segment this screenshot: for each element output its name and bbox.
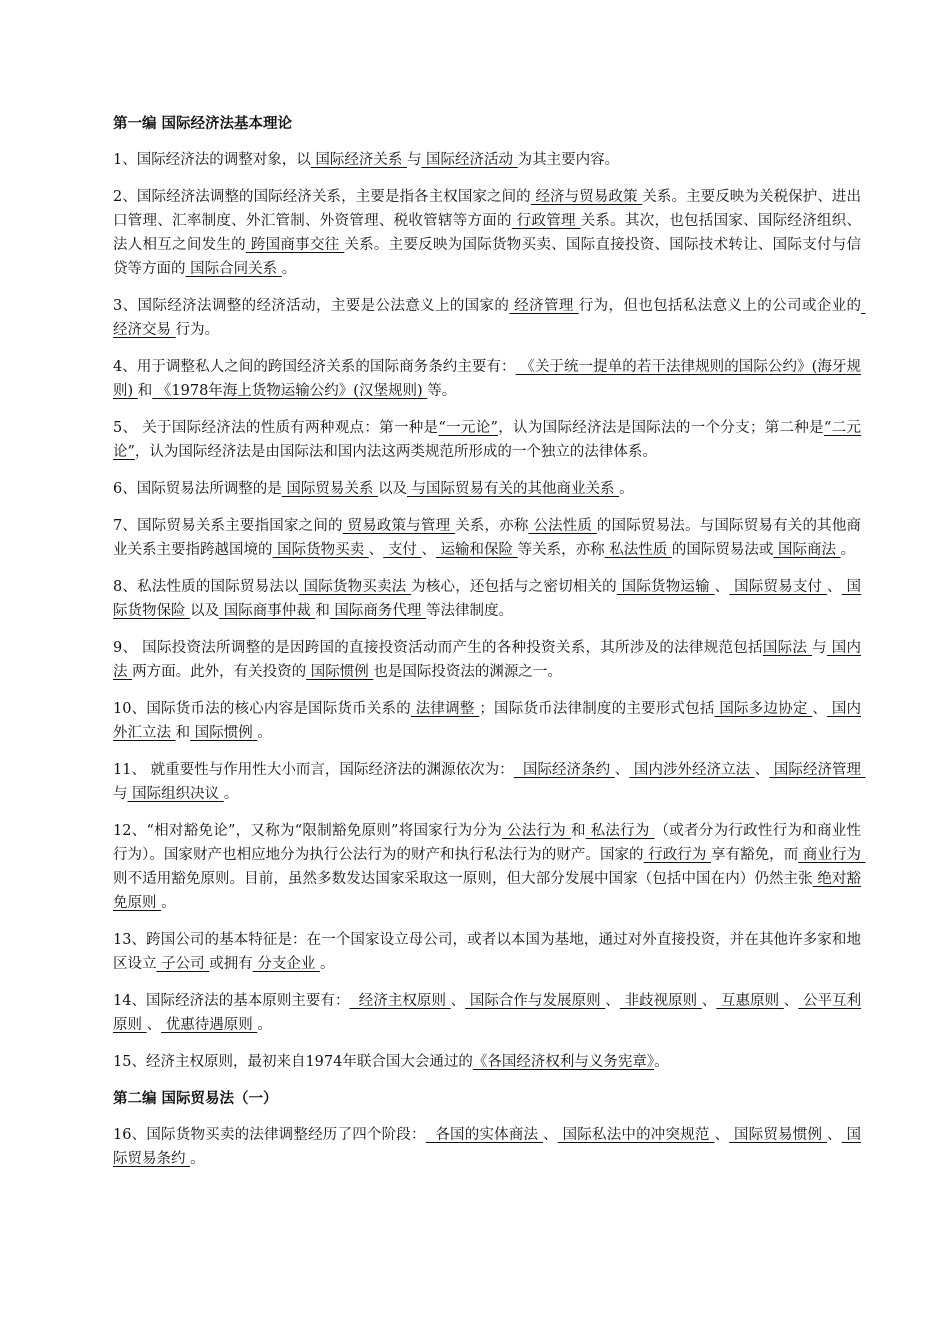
section-heading: [113, 1087, 861, 1111]
answer-blank: 国际惯例: [190, 725, 258, 741]
paragraph-text: 、: [826, 1127, 842, 1143]
question-paragraph: [113, 148, 861, 172]
answer-blank: 国际贸易条约: [113, 1127, 861, 1167]
paragraph-text: 的国际贸易法。与国际贸易有关的其他商业关系主要指跨越国境的: [113, 518, 862, 558]
question-paragraph: [113, 989, 861, 1037]
paragraph-text: 、: [754, 762, 770, 778]
answer-blank: 经济交易: [113, 298, 866, 338]
paragraph-text: 、: [812, 701, 828, 717]
question-paragraph: [113, 294, 866, 342]
paragraph-text: 。: [654, 1054, 669, 1070]
answer-blank: 国际私法中的冲突规范: [557, 1127, 715, 1143]
paragraph-text: 和: [315, 603, 330, 619]
paragraph-text: 。: [161, 895, 176, 911]
paragraph-text: 。: [223, 786, 239, 802]
paragraph-text: 与: [113, 786, 128, 802]
question-paragraph: [113, 697, 861, 745]
paragraph-text: ；国际货币法律制度的主要形式包括: [479, 701, 715, 717]
paragraph-text: 、: [714, 579, 730, 595]
answer-blank: 国内涉外经济立法: [629, 762, 755, 778]
paragraph-text: 2、国际经济法调整的国际经济关系，主要是指各主权国家之间的: [113, 189, 531, 205]
paragraph-text: 、: [605, 993, 620, 1009]
paragraph-text: 、: [701, 993, 717, 1009]
paragraph-text: 、: [543, 1127, 558, 1143]
answer-blank: 国际贸易支付: [729, 579, 828, 595]
question-paragraph: [113, 1050, 861, 1074]
paragraph-text: 以及: [377, 481, 407, 497]
paragraph-text: 以及: [190, 603, 220, 619]
answer-blank: 各国的实体商法: [425, 1127, 544, 1143]
answer-blank: 跨国商事交往: [245, 237, 345, 253]
answer-blank: 法律调整: [410, 701, 480, 717]
answer-blank: 《关于统一提单的若干法律规则的国际公约》(海牙规则): [113, 359, 861, 399]
paragraph-text: 4、用于调整私人之间的跨国经济关系的国际商务条约主要有：: [113, 359, 516, 375]
paragraph-text: 和: [570, 823, 586, 839]
question-paragraph: [113, 185, 861, 281]
answer-blank: 支付: [383, 542, 422, 558]
paragraph-text: 。: [257, 725, 272, 741]
answer-blank: “一元论”: [438, 420, 498, 436]
paragraph-text: 则不适用豁免原则。目前，虽然多数发达国家采取这一原则，但大部分发展中国家（包括中国在内）仍然主张: [113, 871, 813, 887]
answer-blank: 与国际贸易有关的其他商业关系: [406, 481, 620, 497]
answer-blank: 国际贸易惯例: [729, 1127, 827, 1143]
paragraph-text: （或者分为行政性行为和商业性行为）。国家财产也相应地分为执行公法行为的财产和执行私法行为的财产。国家的: [113, 823, 862, 863]
paragraph-text: 、: [146, 1017, 162, 1033]
paragraph-text: 关系。主要反映为关税保护、进出口管理、汇率制度、外汇管制、外资管理、税收管辖等方面的: [113, 189, 862, 229]
paragraph-text: 和: [137, 383, 153, 399]
paragraph-text: 享有豁免，而: [711, 847, 799, 863]
answer-blank: 国际贸易关系: [281, 481, 378, 497]
answer-blank: 国际货物运输: [616, 579, 715, 595]
paragraph-text: 、: [714, 1127, 730, 1143]
question-paragraph: [113, 355, 861, 403]
answer-blank: 非歧视原则: [619, 993, 702, 1009]
paragraph-text: 、: [421, 542, 436, 558]
answer-blank: 国际合同关系: [185, 261, 282, 277]
paragraph-text: 或拥有: [209, 956, 253, 972]
answer-blank: 国际货物保险: [113, 579, 862, 619]
answer-blank: 绝对豁免原则: [113, 871, 862, 911]
answer-blank: 行政行为: [643, 847, 712, 863]
paragraph-text: 也是国际投资法的渊源之一。: [373, 664, 562, 680]
paragraph-text: 第二编 国际贸易法（一）: [113, 1091, 278, 1107]
paragraph-text: 。: [257, 1017, 272, 1033]
section-heading: [113, 112, 861, 136]
paragraph-text: 行为。: [175, 322, 220, 338]
paragraph-text: 12、“相对豁免论”，又称为“限制豁免原则”将国家行为分为: [113, 823, 503, 839]
answer-blank: 国际商务代理: [329, 603, 427, 619]
question-paragraph: [113, 514, 861, 562]
paragraph-text: 、: [450, 993, 466, 1009]
paragraph-text: 15、经济主权原则，最初来自1974年联合国大会通过的: [113, 1054, 473, 1070]
answer-blank: 公法行为: [502, 823, 571, 839]
paragraph-text: 行为，但也包括私法意义上的公司或企业的: [578, 298, 862, 314]
answer-blank: 《1978年海上货物运输公约》(汉堡规则): [152, 383, 428, 399]
paragraph-text: 11、 就重要性与作用性大小而言，国际经济法的渊源依次为：: [113, 762, 514, 778]
answer-blank: 私法性质: [604, 542, 672, 558]
paragraph-text: 与: [812, 640, 827, 656]
answer-blank: 国际经济管理: [769, 762, 866, 778]
paragraph-text: 等关系，亦称: [517, 542, 605, 558]
answer-blank: 国际惯例: [306, 664, 374, 680]
answer-blank: 公法性质: [528, 518, 597, 534]
answer-blank: 国际经济条约: [513, 762, 615, 778]
paragraph-text: 等法律制度。: [426, 603, 514, 619]
answer-blank: 行政管理: [511, 213, 581, 229]
question-paragraph: [113, 928, 861, 976]
paragraph-text: 关系，亦称: [455, 518, 529, 534]
answer-blank: 分支企业: [252, 956, 320, 972]
paragraph-text: 7、国际贸易关系主要指国家之间的: [113, 518, 343, 534]
answer-blank: 国际组织决议: [127, 786, 224, 802]
answer-blank: 国际法: [762, 640, 813, 656]
answer-blank: 国际经济关系: [310, 152, 407, 168]
paragraph-text: 。: [281, 261, 297, 277]
paragraph-text: 10、国际货币法的核心内容是国际货币关系的: [113, 701, 411, 717]
answer-blank: 经济主权原则: [349, 993, 451, 1009]
paragraph-text: 13、跨国公司的基本特征是：在一个国家设立母公司，或者以本国为基地，通过对外直接投资，并在其他许多家和地区设立: [113, 932, 861, 972]
question-paragraph: [113, 575, 861, 623]
paragraph-text: 1、国际经济法的调整对象，以: [113, 152, 311, 168]
answer-blank: 优惠待遇原则: [161, 1017, 258, 1033]
paragraph-text: 与: [406, 152, 422, 168]
paragraph-text: 、: [827, 579, 842, 595]
paragraph-text: 关系。其次，也包括国家、国际经济组织、法人相互之间发生的: [113, 213, 862, 253]
question-paragraph: [113, 636, 861, 684]
answer-blank: 国内法: [113, 640, 862, 680]
answer-blank: 贸易政策与管理: [342, 518, 456, 534]
answer-blank: 经济与贸易政策: [530, 189, 643, 205]
paragraph-text: 5、 关于国际经济法的性质有两种观点：第一种是: [113, 420, 439, 436]
paragraph-text: 。: [190, 1151, 205, 1167]
answer-blank: 运输和保险: [435, 542, 518, 558]
question-paragraph: [113, 819, 866, 915]
paragraph-text: 。: [840, 542, 856, 558]
answer-blank: 国际商事仲裁: [219, 603, 316, 619]
question-paragraph: [113, 416, 861, 464]
question-paragraph: [113, 758, 866, 806]
paragraph-text: 和: [175, 725, 191, 741]
question-paragraph: [113, 1123, 861, 1171]
paragraph-text: 9、 国际投资法所调整的是因跨国的直接投资活动而产生的各种投资关系，其所涉及的法律规范包括: [113, 640, 763, 656]
answer-blank: 国际经济活动: [421, 152, 518, 168]
paragraph-text: 、: [368, 542, 384, 558]
answer-blank: 国际商法: [773, 542, 841, 558]
paragraph-text: 。: [319, 956, 335, 972]
paragraph-text: 为其主要内容。: [517, 152, 620, 168]
document-page: [113, 112, 866, 1184]
answer-blank: “二元论”: [113, 420, 862, 460]
paragraph-text: 14、国际经济法的基本原则主要有：: [113, 993, 350, 1009]
answer-blank: 互惠原则: [716, 993, 784, 1009]
answer-blank: 国际合作与发展原则: [465, 993, 606, 1009]
answer-blank: 子公司: [156, 956, 210, 972]
answer-blank: 经济管理: [509, 298, 579, 314]
paragraph-text: 8、私法性质的国际贸易法以: [113, 579, 299, 595]
paragraph-text: ，认为国际经济法是由国际法和国内法这两类规范所形成的一个独立的法律体系。: [134, 444, 657, 460]
paragraph-text: 6、国际贸易法所调整的是: [113, 481, 282, 497]
answer-blank: 《各国经济权利与义务宪章》: [472, 1054, 655, 1070]
paragraph-text: 关系。主要反映为国际货物买卖、国际直接投资、国际技术转让、国际支付与信贷等方面的: [113, 237, 862, 277]
answer-blank: 商业行为: [798, 847, 866, 863]
paragraph-text: 3、国际经济法调整的经济活动，主要是公法意义上的国家的: [113, 298, 510, 314]
paragraph-text: 16、国际货物买卖的法律调整经历了四个阶段：: [113, 1127, 426, 1143]
question-paragraph: [113, 477, 861, 501]
paragraph-text: 的国际贸易法或: [671, 542, 774, 558]
paragraph-text: 为核心，还包括与之密切相关的: [411, 579, 617, 595]
answer-blank: 私法行为: [585, 823, 655, 839]
paragraph-text: 等。: [427, 383, 457, 399]
answer-blank: 国际货物买卖: [272, 542, 369, 558]
paragraph-text: 两方面。此外，有关投资的: [132, 664, 307, 680]
paragraph-text: 。: [619, 481, 634, 497]
paragraph-text: 、: [783, 993, 799, 1009]
answer-blank: 国内外汇立法: [113, 701, 862, 741]
paragraph-text: ，认为国际经济法是国际法的一个分支；第二种是: [497, 420, 824, 436]
answer-blank: 国际货物买卖法: [298, 579, 412, 595]
answer-blank: 公平互利原则: [113, 993, 862, 1033]
paragraph-text: 第一编 国际经济法基本理论: [113, 116, 293, 132]
answer-blank: 国际多边协定: [714, 701, 813, 717]
paragraph-text: 、: [614, 762, 630, 778]
